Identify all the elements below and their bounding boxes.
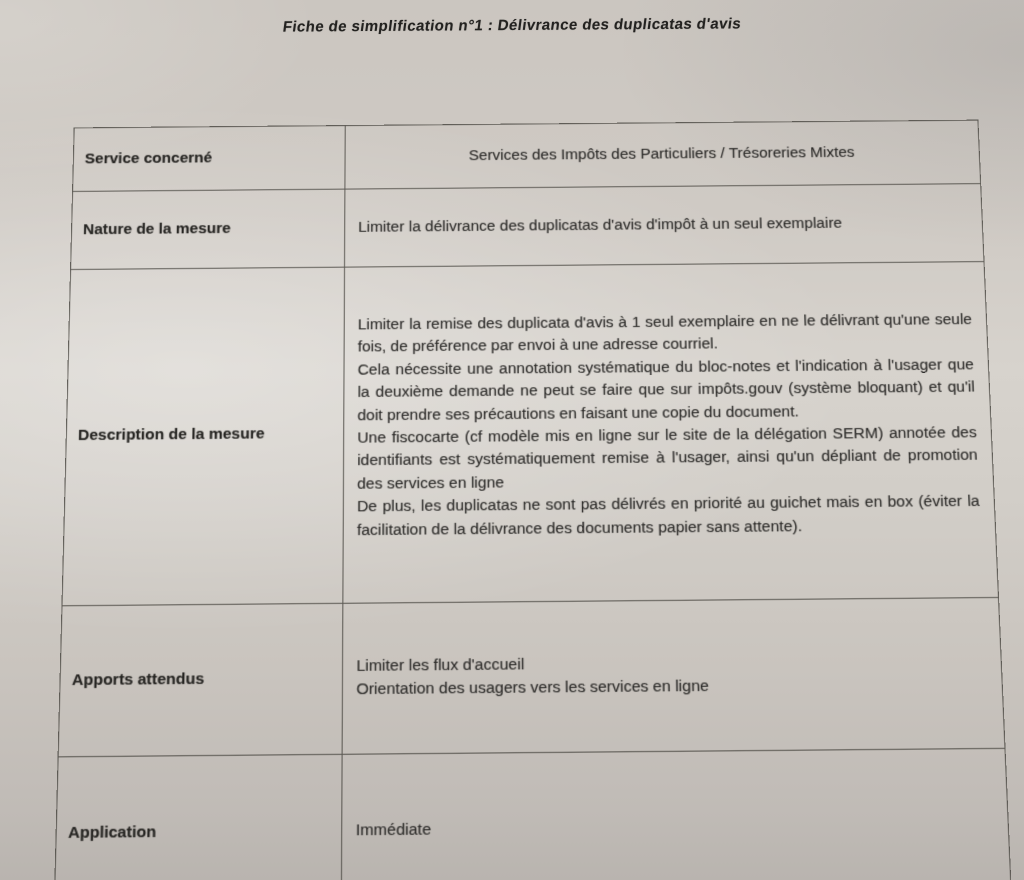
nature-mesure-label: Nature de la mesure [71,190,345,269]
nature-mesure-value: Limiter la délivrance des duplicatas d'avis d'impôt à un seul exemplaire [358,214,843,236]
description-mesure-value [343,262,998,603]
table-row-application [55,749,1011,880]
service-concerne-value: Services des Impôts des Particuliers / Trésoreries Mixtes [468,143,855,164]
paragraph: Limiter les flux d'accueil [356,655,525,675]
paragraph: Orientation des usagers vers les services en ligne [356,677,710,699]
paragraph: Cela nécessite une annotation systématique du bloc-notes et l'indication à l'usager que la deuxième demande ne peut se faire que sur impôts.gouv (système bloquant) et qu'il doit prendre ses précautions en faisant une copie du document. [357,356,976,424]
service-concerne-label: Service concerné [73,126,346,191]
description-mesure-label: Description de la mesure [63,268,345,606]
application-value: Immédiate [355,820,432,840]
document-title: Fiche de simplification n°1 : Délivrance des duplicatas d'avis [281,15,743,36]
fiche-table [54,120,1012,880]
paragraph: De plus, les duplicatas ne sont pas délivrés en priorité au guichet mais en box (éviter la facilitation de la délivrance des documents papier sans attente). [356,492,980,539]
table-row-nature-mesure [71,184,983,270]
table-row-description-mesure [62,262,998,606]
table-row-service-concerne [73,121,980,192]
apports-attendus-value [343,598,1005,754]
table-row-apports-attendus [59,598,1005,757]
application-label: Application [55,755,343,880]
paragraph: Une fiscocarte (cf modèle mis en ligne sur le site de la délégation SERM) annotée des identifiants est systématiquement remise à l'usager, ainsi qu'un dépliant de promotion des services en ligne [357,424,979,493]
paragraph: Limiter la remise des duplicata d'avis à 1 seul exemplaire en ne le délivrant qu'une seule fois, de préférence par envoi à une adresse courriel. [357,311,973,356]
apports-attendus-label: Apports attendus [59,604,344,756]
